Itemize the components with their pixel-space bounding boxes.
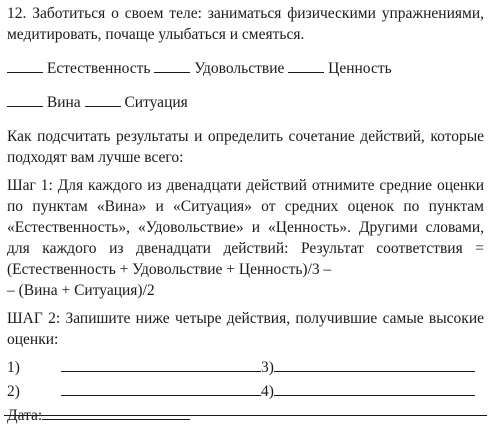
fill-row-2 — [7, 381, 484, 405]
date-label: Дата: — [7, 407, 43, 424]
rating-row-2 — [7, 92, 484, 113]
fill-number-3: 3) — [261, 359, 274, 376]
fill-line-1[interactable] — [61, 357, 261, 372]
fill-number-1: 1) — [7, 359, 20, 376]
fill-row-1 — [7, 357, 484, 381]
fill-line-2[interactable] — [61, 381, 261, 396]
rating-blank[interactable] — [7, 92, 43, 107]
rating-blank[interactable] — [288, 58, 324, 73]
worksheet-page — [7, 3, 484, 429]
rating-label-situation: Ситуация — [124, 94, 188, 111]
rating-label-naturalness: Естественность — [46, 60, 151, 77]
rating-row-1 — [7, 58, 484, 79]
bottom-divider — [4, 415, 487, 416]
fill-number-4: 4) — [261, 383, 274, 400]
rating-blank[interactable] — [7, 58, 43, 73]
rating-blank[interactable] — [85, 92, 121, 107]
fill-line-3[interactable] — [274, 357, 475, 372]
date-line[interactable] — [42, 405, 190, 420]
step-2-text: ШАГ 2: Запишите ниже четыре действия, получившие самые высокие оценки: — [7, 310, 484, 348]
rating-label-guilt: Вина — [46, 94, 81, 111]
step-1-formula-end: – (Вина + Ситуация)/2 — [7, 282, 155, 299]
rating-label-value: Ценность — [328, 60, 392, 77]
date-row — [7, 405, 484, 429]
fill-line-4[interactable] — [274, 381, 475, 396]
step-1-text: Шаг 1: Для каждого из двенадцати действий отнимите средние оценки по пунктам «Вина» и «Ситуация» от средних оценок по пунктам «Естественность», «Удовольствие» и «Ценность». Другими словами, для каждого из двенадцати действий: Результат соответствия = (Естественность + Удовольствие + Ценность)/3 – — [7, 177, 484, 278]
rating-label-pleasure: Удовольствие — [194, 60, 285, 77]
rating-blank[interactable] — [154, 58, 190, 73]
fill-number-2: 2) — [7, 383, 20, 400]
item-12-text: 12. Заботиться о своем теле: заниматься физическими упражнениями, медитировать, почаще улыбаться и смеяться. — [7, 5, 484, 43]
how-to-text: Как подсчитать результаты и определить сочетание действий, которые подходят вам лучше всего: — [7, 128, 484, 166]
